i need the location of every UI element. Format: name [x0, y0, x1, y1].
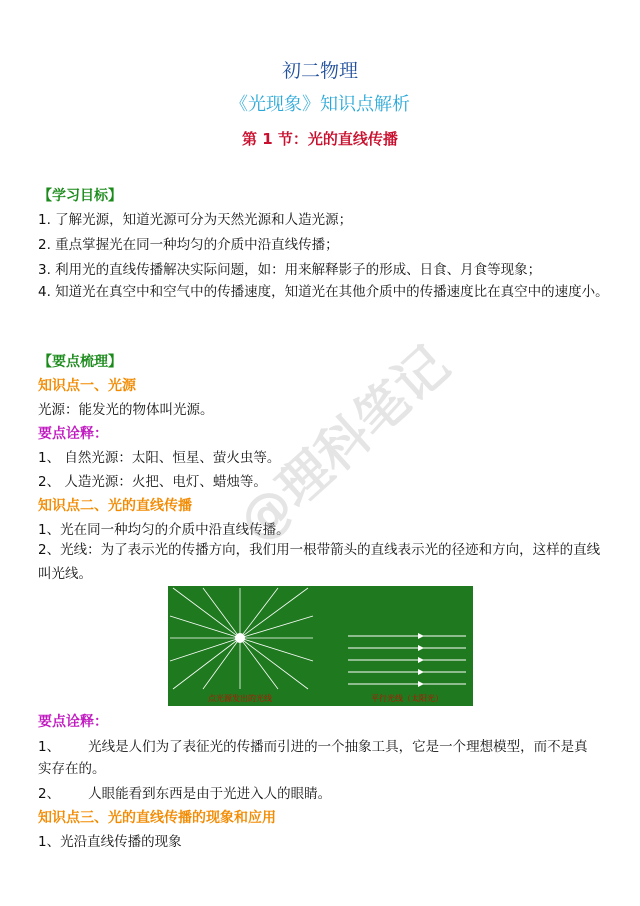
- figure-caption-right: 平行光线（太阳光）: [371, 694, 443, 703]
- point-light-source: [235, 633, 245, 643]
- figure-background: [168, 586, 473, 706]
- note-item: 2、 人造光源：火把、电灯、蜡烛等。: [38, 474, 267, 490]
- section-title: 第 1 节：光的直线传播: [242, 130, 398, 148]
- goal-item: 4. 知道光在真空中和空气中的传播速度，知道光在其他介质中的传播速度比在真空中的速度小。: [38, 284, 609, 300]
- goal-item: 1. 了解光源，知道光源可分为天然光源和人造光源；: [38, 212, 353, 228]
- list-item: 1、光沿直线传播的现象: [38, 834, 182, 850]
- doc-subtitle: 《光现象》知识点解析: [230, 94, 410, 115]
- note-item: [38, 736, 598, 780]
- note-item: 1、 自然光源：太阳、恒星、萤火虫等。: [38, 450, 281, 466]
- note-text: 人眼能看到东西是由于光进入人的眼睛。: [88, 786, 332, 802]
- knowledge-point-title: 知识点二、光的直线传播: [38, 498, 192, 514]
- figure-caption-left: 点光源发出的光线: [208, 694, 272, 703]
- note-label: 要点诠释：: [38, 426, 108, 442]
- summary-heading: 【要点梳理】: [38, 354, 122, 370]
- knowledge-point-title: 知识点一、光源: [38, 378, 136, 394]
- goal-item: 2. 重点掌握光在同一种均匀的介质中沿直线传播；: [38, 237, 339, 253]
- note-text: 光线是人们为了表征光的传播而引进的一个抽象工具，它是一个理想模型，而不是真实存在的。: [38, 739, 588, 777]
- light-rays-figure: [168, 586, 473, 706]
- knowledge-point-title: 知识点三、光的直线传播的现象和应用: [38, 810, 276, 826]
- paragraph: 光源：能发光的物体叫光源。: [38, 402, 214, 418]
- list-item: 2、光线：为了表示光的传播方向，我们用一根带箭头的直线表示光的径迹和方向，这样的直线叫光线。: [38, 542, 601, 582]
- note-number: 2、: [38, 786, 61, 802]
- note-number: 1、: [38, 739, 61, 755]
- doc-title: 初二物理: [281, 60, 358, 82]
- note-item: [38, 784, 331, 804]
- list-item: 1、光在同一种均匀的介质中沿直线传播。: [38, 522, 290, 538]
- watermark: @理科笔记: [226, 334, 461, 554]
- goals-heading: 【学习目标】: [38, 188, 122, 204]
- goal-item: 3. 利用光的直线传播解决实际问题，如：用来解释影子的形成、日食、月食等现象；: [38, 262, 542, 278]
- note-label: 要点诠释：: [38, 714, 108, 730]
